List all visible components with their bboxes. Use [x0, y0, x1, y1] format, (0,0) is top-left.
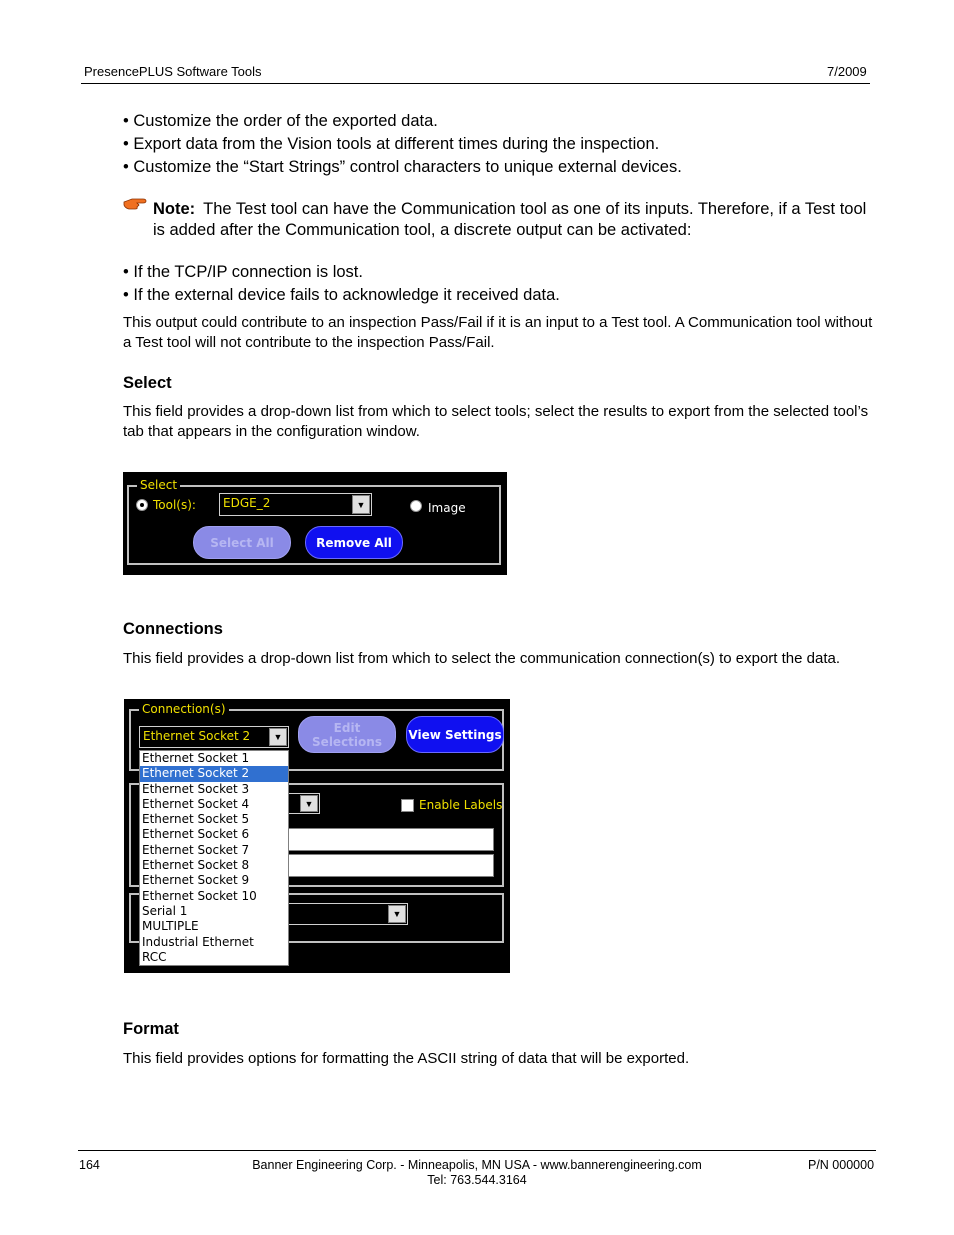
connections-frame-title: Connection(s): [139, 702, 229, 716]
list-item[interactable]: Ethernet Socket 6: [142, 827, 250, 842]
list-item[interactable]: Serial 1: [142, 903, 188, 918]
list-item[interactable]: Ethernet Socket 7: [142, 842, 250, 857]
running-header-title: PresencePLUS Software Tools: [84, 64, 262, 79]
list-item[interactable]: Ethernet Socket 9: [142, 873, 250, 888]
tools-dropdown-value: EDGE_2: [223, 496, 271, 510]
bullet-item: • Export data from the Vision tools at different times during the inspection.: [123, 135, 660, 153]
connections-description: This field provides a drop-down list from which to select the communication connection(s) to export the data.: [123, 650, 841, 667]
list-item[interactable]: Ethernet Socket 4: [142, 796, 250, 811]
connections-heading: Connections: [123, 620, 223, 638]
pointing-hand-icon: [123, 195, 147, 211]
tools-label: Tool(s):: [153, 498, 196, 512]
footer-company: Banner Engineering Corp. - Minneapolis, MN USA - www.bannerengineering.com: [252, 1158, 702, 1172]
select-heading: Select: [123, 374, 172, 392]
view-settings-button[interactable]: View Settings: [406, 716, 504, 753]
list-item[interactable]: Ethernet Socket 1: [142, 751, 250, 765]
enable-labels-label: Enable Labels: [419, 798, 503, 812]
page-number: 164: [79, 1158, 100, 1172]
start-string-field[interactable]: [274, 828, 494, 851]
image-label: Image: [428, 501, 466, 515]
format-description: This field provides options for formatting the ASCII string of data that will be exported.: [123, 1050, 690, 1067]
chevron-down-icon[interactable]: ▼: [352, 495, 370, 514]
footer-center: [200, 1158, 754, 1188]
edit-selections-button[interactable]: Edit Selections: [298, 716, 396, 753]
chevron-down-icon[interactable]: ▼: [388, 905, 406, 923]
bullet-item: • Customize the “Start Strings” control characters to unique external devices.: [123, 158, 682, 176]
list-item[interactable]: MULTIPLE: [142, 919, 199, 934]
list-item-selected[interactable]: Ethernet Socket 2: [140, 766, 288, 781]
tools-radio[interactable]: [136, 499, 148, 511]
output-paragraph: This output could contribute to an inspection Pass/Fail if it is an input to a Test tool. A Communication tool without a Test tool will not contribute to the inspection Pass/Fail.: [123, 314, 873, 351]
tools-dropdown[interactable]: [219, 493, 372, 516]
part-number: P/N 000000: [808, 1158, 875, 1172]
image-radio[interactable]: [410, 500, 422, 512]
footer-phone: Tel: 763.544.3164: [427, 1173, 527, 1187]
list-item[interactable]: Ethernet Socket 8: [142, 858, 250, 873]
list-item[interactable]: Ethernet Socket 5: [142, 812, 250, 827]
footer-rule: [78, 1150, 876, 1151]
remove-all-button[interactable]: Remove All: [305, 526, 403, 559]
select-all-button[interactable]: Select All: [193, 526, 291, 559]
list-item[interactable]: Industrial Ethernet: [142, 934, 254, 949]
bullet-item: • If the TCP/IP connection is lost.: [123, 263, 363, 281]
chevron-down-icon[interactable]: ▼: [269, 728, 287, 746]
note-text: The Test tool can have the Communication tool as one of its inputs. Therefore, if a Test tool is added after the Communication tool, a discrete output can be activated:: [153, 200, 867, 239]
delimiter-dropdown[interactable]: [274, 903, 408, 925]
connections-dropdown-list[interactable]: [139, 750, 289, 966]
select-frame-title: Select: [137, 478, 180, 492]
connections-panel-screenshot: [124, 699, 510, 973]
select-panel-screenshot: [123, 472, 507, 575]
bullet-item: • If the external device fails to acknowledge it received data.: [123, 286, 560, 304]
connections-dropdown[interactable]: [139, 726, 289, 748]
list-item[interactable]: RCC: [142, 949, 167, 964]
end-string-field[interactable]: [274, 854, 494, 877]
header-rule: [81, 83, 870, 84]
connections-dropdown-value: Ethernet Socket 2: [143, 729, 251, 743]
list-item[interactable]: Ethernet Socket 3: [142, 781, 250, 796]
note-label: Note:: [153, 200, 196, 218]
chevron-down-icon[interactable]: ▼: [300, 795, 318, 812]
list-item[interactable]: Ethernet Socket 10: [142, 888, 257, 903]
running-header-date: 7/2009: [827, 64, 867, 79]
select-description: This field provides a drop-down list from which to select tools; select the results to export from the selected tool’s tab that appears in the configuration window.: [123, 403, 869, 440]
bullet-item: • Customize the order of the exported data.: [123, 112, 438, 130]
note-block: [153, 199, 873, 241]
format-heading: Format: [123, 1020, 179, 1038]
enable-labels-checkbox[interactable]: [401, 799, 414, 812]
